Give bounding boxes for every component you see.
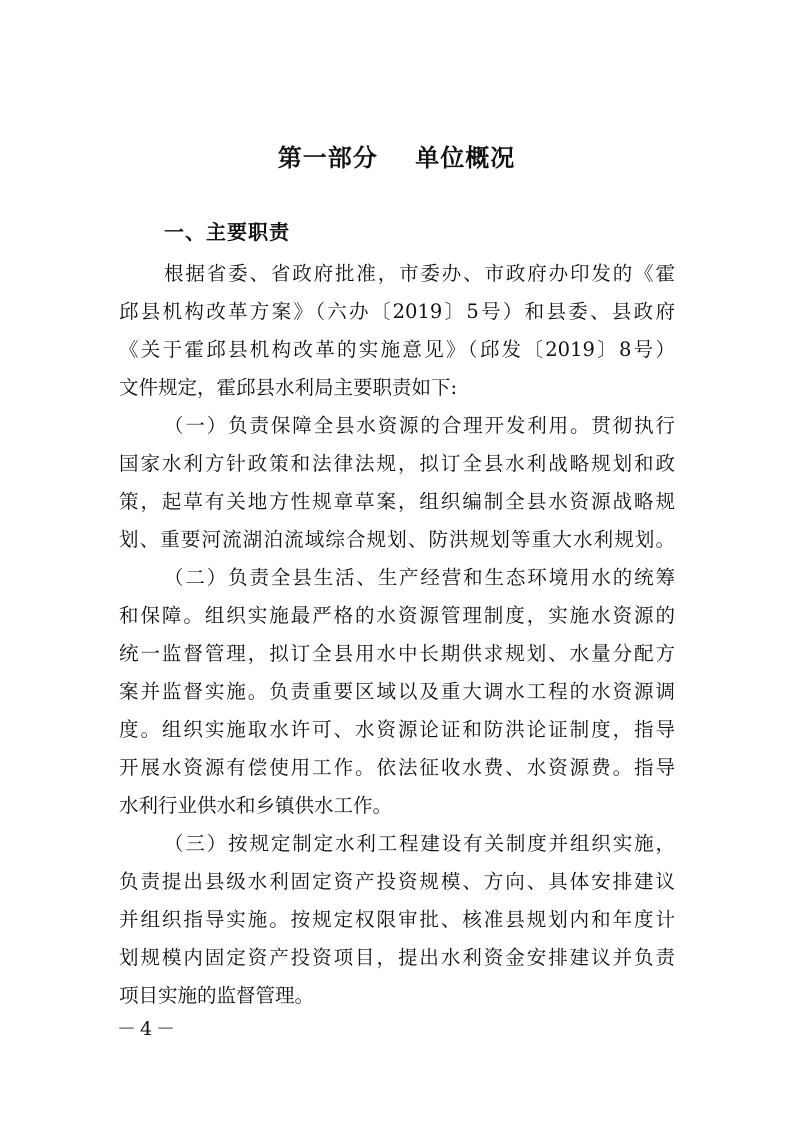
paragraph-line: （三）按规定制定水利工程建设有关制度并组织实施， [164, 832, 675, 855]
paragraph-line: 《关于霍邱县机构改革的实施意见》（邱发〔2019〕8号） [119, 338, 675, 361]
paragraph-line: 案并监督实施。负责重要区域以及重大调水工程的水资源调 [119, 680, 675, 703]
paragraph-line: 和保障。组织实施最严格的水资源管理制度，实施水资源的 [119, 604, 675, 627]
paragraph-line: 项目实施的监督管理。 [119, 984, 315, 1007]
paragraph-line: 根据省委、省政府批准，市委办、市政府办印发的《霍 [164, 262, 675, 285]
paragraph-line: 国家水利方针政策和法律法规，拟订全县水利战略规划和政 [119, 452, 675, 475]
paragraph-line: 划规模内固定资产投资项目，提出水利资金安排建议并负责 [119, 946, 675, 969]
paragraph-line: （一）负责保障全县水资源的合理开发利用。贯彻执行 [164, 414, 675, 437]
paragraph-line: 开展水资源有偿使用工作。依法征收水费、水资源费。指导 [119, 756, 675, 779]
paragraph-line: 划、重要河流湖泊流域综合规划、防洪规划等重大水利规划。 [119, 528, 675, 551]
page-number: －4－ [117, 1018, 180, 1040]
paragraph-line: 文件规定，霍邱县水利局主要职责如下: [119, 376, 458, 399]
paragraph-line: 度。组织实施取水许可、水资源论证和防洪论证制度，指导 [119, 718, 675, 741]
paragraph-line: 策，起草有关地方性规章草案，组织编制全县水资源战略规 [119, 490, 675, 513]
paragraph-line: 邱县机构改革方案》（六办〔2019〕5号）和县委、县政府 [119, 300, 675, 323]
section-heading: 一、主要职责 [164, 220, 290, 244]
paragraph-line: 水利行业供水和乡镇供水工作。 [119, 794, 393, 817]
paragraph-line: 统一监督管理，拟订全县用水中长期供求规划、水量分配方 [119, 642, 675, 665]
paragraph-line: 负责提出县级水利固定资产投资规模、方向、具体安排建议 [119, 870, 675, 893]
paragraph-line: （二）负责全县生活、生产经营和生态环境用水的统筹 [164, 566, 675, 589]
paragraph-line: 并组织指导实施。按规定权限审批、核准县规划内和年度计 [119, 908, 675, 931]
page-title: 第一部分 单位概况 [277, 144, 516, 172]
